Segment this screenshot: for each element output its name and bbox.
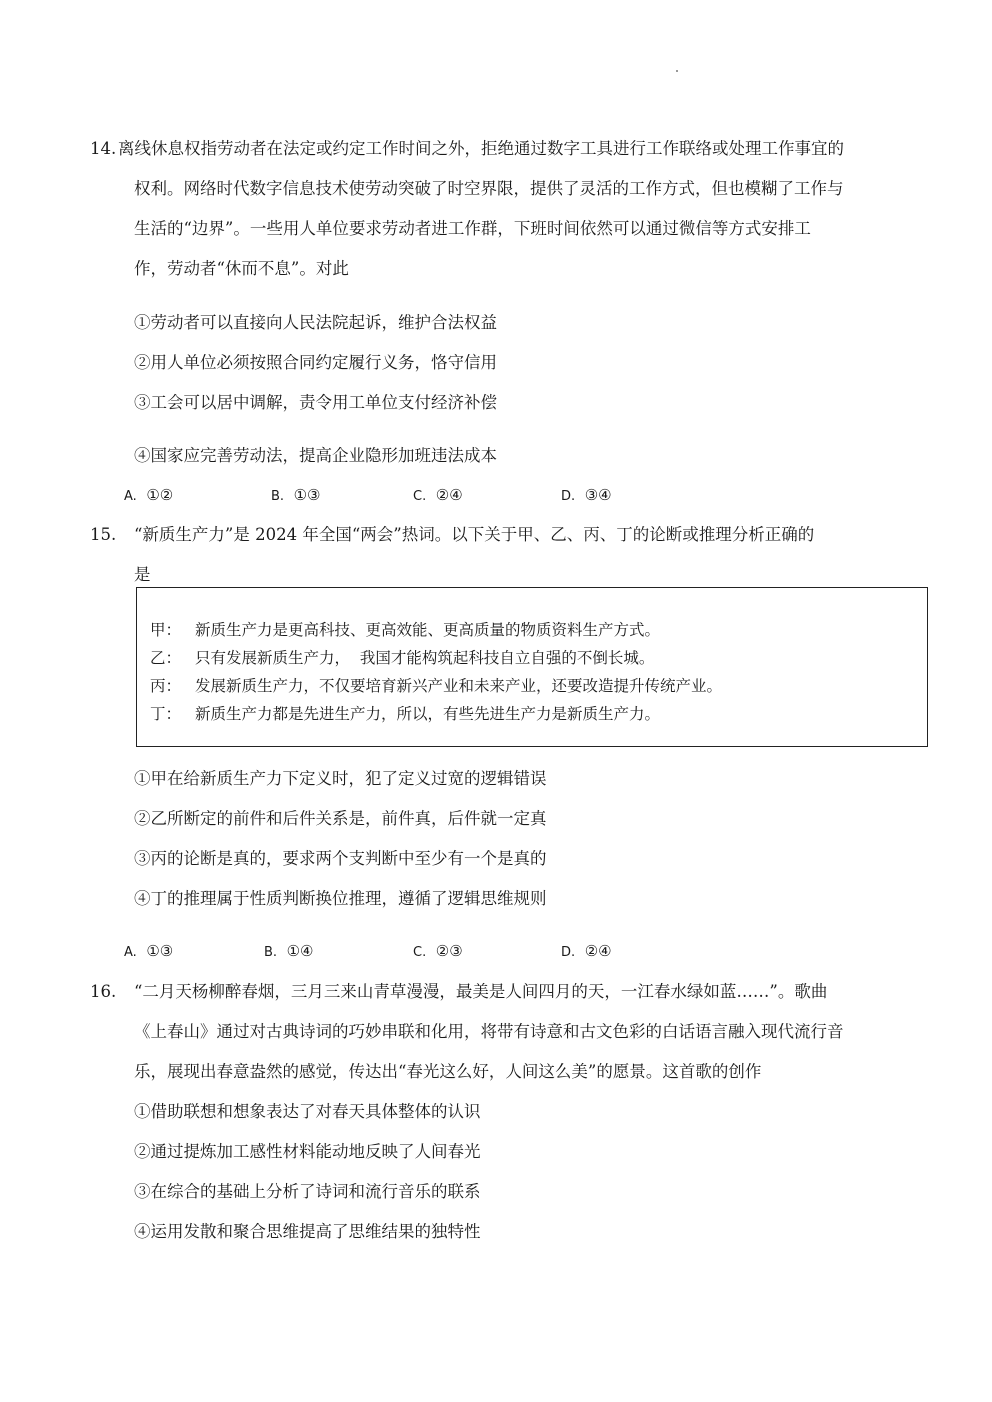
q16-item-1: ①借助联想和想象表达了对春天具体整体的认识 <box>134 1102 481 1121</box>
q15-item-4: ④丁的推理属于性质判断换位推理，遵循了逻辑思维规则 <box>134 889 547 908</box>
scan-dot <box>676 70 678 72</box>
q15-option-d <box>561 941 612 963</box>
option-value: ①② <box>146 486 174 504</box>
q15-number: 15. <box>90 525 117 544</box>
q15-item-2: ②乙所断定的前件和后件关系是，前件真，后件就一定真 <box>134 809 547 828</box>
q14-stem-line-3: 生活的“边界”。一些用人单位要求劳动者进工作群，下班时间依然可以通过微信等方式安排工 <box>134 219 811 238</box>
q15-box-label-1: 甲： <box>150 621 182 639</box>
q15-item-3: ③丙的论断是真的，要求两个支判断中至少有一个是真的 <box>134 849 547 868</box>
option-value: ②④ <box>584 942 612 960</box>
q16-stem-line-3: 乐，展现出春意盎然的感觉，传达出“春光这么好，人间这么美”的愿景。这首歌的创作 <box>134 1062 762 1081</box>
option-key: A. <box>124 945 137 960</box>
option-key: C. <box>413 489 427 504</box>
q16-item-4: ④运用发散和聚合思维提高了思维结果的独特性 <box>134 1222 481 1241</box>
option-key: B. <box>264 945 278 960</box>
q16-item-3: ③在综合的基础上分析了诗词和流行音乐的联系 <box>134 1182 481 1201</box>
q14-option-c <box>413 485 463 507</box>
q16-item-2: ②通过提炼加工感性材料能动地反映了人间春光 <box>134 1142 481 1161</box>
q15-option-b <box>264 941 314 963</box>
option-key: A. <box>124 489 137 504</box>
option-value: ①③ <box>146 942 174 960</box>
option-value: ③④ <box>584 486 612 504</box>
q15-option-a <box>124 941 173 963</box>
q16-number: 16. <box>90 982 117 1001</box>
q14-item-1: ①劳动者可以直接向人民法院起诉，维护合法权益 <box>134 313 497 332</box>
option-key: B. <box>271 489 285 504</box>
q14-option-b <box>271 485 321 507</box>
q14-stem-line-4: 作，劳动者“休而不息”。对此 <box>134 259 349 278</box>
q16-stem-line-2: 《上春山》通过对古典诗词的巧妙串联和化用，将带有诗意和古文色彩的白话语言融入现代流行音 <box>134 1022 844 1041</box>
q14-option-a <box>124 485 173 507</box>
q15-stem-line-2: 是 <box>134 565 151 584</box>
q14-item-3: ③工会可以居中调解，责令用工单位支付经济补偿 <box>134 393 497 412</box>
option-key: D. <box>561 945 576 960</box>
option-value: ②③ <box>435 942 463 960</box>
q14-item-4: ④国家应完善劳动法，提高企业隐形加班违法成本 <box>134 446 497 465</box>
option-key: C. <box>413 945 427 960</box>
q15-box-label-2: 乙： <box>150 649 182 667</box>
q14-number: 14. <box>90 139 117 158</box>
q15-box-label-3: 丙： <box>150 677 182 695</box>
q15-box-text-2: 只有发展新质生产力， 我国才能构筑起科技自立自强的不倒长城。 <box>195 649 655 667</box>
option-key: D. <box>561 489 576 504</box>
q14-option-d <box>561 485 612 507</box>
q14-stem-line-2: 权利。网络时代数字信息技术使劳动突破了时空界限，提供了灵活的工作方式，但也模糊了工作与 <box>134 179 844 198</box>
q14-stem-line-1: 离线休息权指劳动者在法定或约定工作时间之外，拒绝通过数字工具进行工作联络或处理工作事宜的 <box>118 139 844 158</box>
q15-box-text-1: 新质生产力是更高科技、更高效能、更高质量的物质资料生产方式。 <box>195 621 661 639</box>
option-value: ①③ <box>293 486 321 504</box>
q15-stem-line-1: “新质生产力”是 2024 年全国“两会”热词。以下关于甲、乙、丙、丁的论断或推理分析正确的 <box>134 525 815 544</box>
q16-stem-line-1: “二月天杨柳醉春烟，三月三来山青草漫漫，最美是人间四月的天，一江春水绿如蓝……”。歌曲 <box>134 982 828 1001</box>
q15-box-text-4: 新质生产力都是先进生产力，所以，有些先进生产力是新质生产力。 <box>195 705 661 723</box>
q14-item-2: ②用人单位必须按照合同约定履行义务，恪守信用 <box>134 353 497 372</box>
option-value: ①④ <box>286 942 314 960</box>
option-value: ②④ <box>435 486 463 504</box>
q15-box-label-4: 丁： <box>150 705 182 723</box>
q15-item-1: ①甲在给新质生产力下定义时，犯了定义过宽的逻辑错误 <box>134 769 547 788</box>
q15-box-text-3: 发展新质生产力，不仅要培育新兴产业和未来产业，还要改造提升传统产业。 <box>195 677 723 695</box>
q15-option-c <box>413 941 463 963</box>
